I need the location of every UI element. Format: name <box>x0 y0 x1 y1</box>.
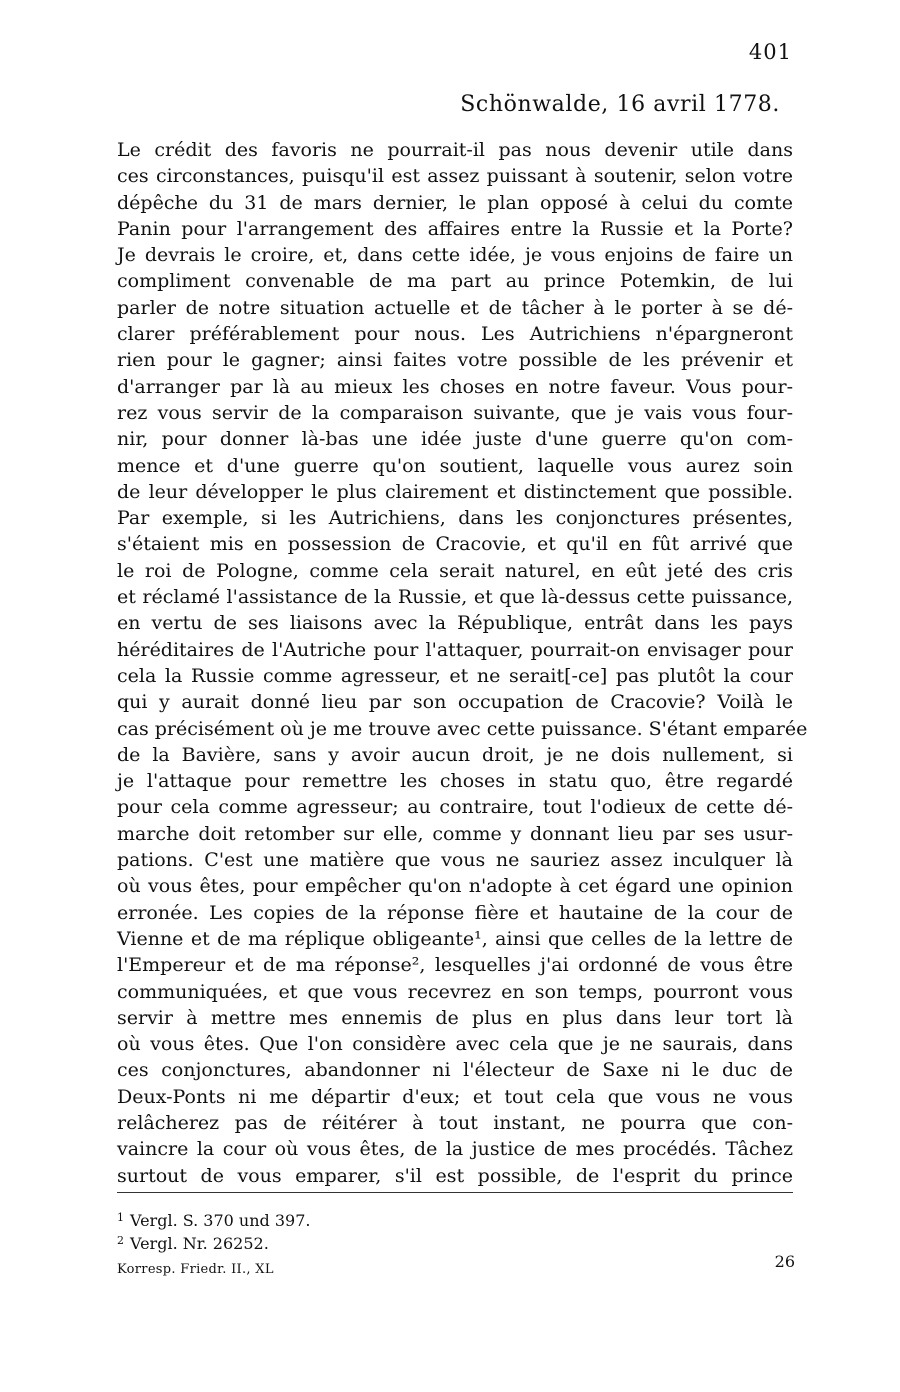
text-line: le roi de Pologne, comme cela serait naturel, en eût jeté des cris <box>117 559 793 582</box>
text-line: où vous êtes. Que l'on considère avec cela que je ne saurais, dans <box>117 1033 793 1056</box>
text-line: nir, pour donner là-bas une idée juste d'une guerre qu'on com- <box>117 428 793 451</box>
text-line: communiquées, et que vous recevrez en son temps, pourront vous <box>117 980 793 1003</box>
footnote-text: Vergl. Nr. 26252. <box>130 1234 269 1253</box>
text-line: Deux-Ponts ni me départir d'eux; et tout cela que vous ne vous <box>117 1085 793 1108</box>
text-line: surtout de vous emparer, s'il est possible, de l'esprit du prince <box>117 1164 793 1187</box>
text-line: ces conjonctures, abandonner ni l'électeur de Saxe ni le duc de <box>117 1059 793 1082</box>
text-line: Le crédit des favoris ne pourrait-il pas nous devenir utile dans <box>117 139 793 161</box>
letter-body <box>117 137 808 1189</box>
sheet-signature: Korresp. Friedr. II., XL <box>117 1262 274 1277</box>
text-line: compliment convenable de ma part au prince Potemkin, de lui <box>117 270 793 293</box>
text-line: servir à mettre mes ennemis de plus en plus dans leur tort là <box>117 1006 793 1029</box>
page-number: 401 <box>748 40 792 64</box>
text-line: relâcherez pas de réitérer à tout instant, ne pourra que con- <box>117 1111 793 1134</box>
text-line: clarer préférablement pour nous. Les Autrichiens n'épargneront <box>117 323 793 346</box>
text-line: et réclamé l'assistance de la Russie, et que là-dessus cette puissance, <box>117 586 793 609</box>
text-line: en vertu de ses liaisons avec la République, entrât dans les pays <box>117 612 793 635</box>
text-line: Vienne et de ma réplique obligeante¹, ainsi que celles de la lettre de <box>117 927 793 950</box>
text-line: dépêche du 31 de mars dernier, le plan opposé à celui du comte <box>117 191 793 214</box>
footnote <box>117 1229 793 1252</box>
text-line: de leur développer le plus clairement et distinctement que possible. <box>117 480 793 503</box>
text-line: l'Empereur et de ma réponse², lesquelles j'ai ordonné de vous être <box>117 954 793 977</box>
text-line: erronée. Les copies de la réponse fière et hautaine de la cour de <box>117 901 793 924</box>
footnote-mark: 1 <box>117 1211 124 1224</box>
text-line: mence et d'une guerre qu'on soutient, laquelle vous aurez soin <box>117 454 793 477</box>
text-line: Panin pour l'arrangement des affaires entre la Russie et la Porte? <box>117 217 793 240</box>
text-line: rez vous servir de la comparaison suivante, que je vais vous four- <box>117 401 793 424</box>
text-line: vaincre la cour où vous êtes, de la justice de mes procédés. Tâchez <box>117 1138 793 1161</box>
footnote-mark: 2 <box>117 1234 124 1247</box>
text-line: marche doit retomber sur elle, comme y donnant lieu par ses usur- <box>117 822 793 845</box>
text-line: ces circonstances, puisqu'il est assez puissant à soutenir, selon votre <box>117 165 793 188</box>
text-line: Par exemple, si les Autrichiens, dans les conjonctures présentes, <box>117 507 793 530</box>
footnote-text: Vergl. S. 370 und 397. <box>130 1211 311 1230</box>
text-line: pations. C'est une matière que vous ne sauriez assez inculquer là <box>117 849 793 872</box>
text-line: je l'attaque pour remettre les choses in statu quo, être regardé <box>117 770 793 793</box>
text-line: qui y aurait donné lieu par son occupation de Cracovie? Voilà le <box>117 691 793 714</box>
gathering-mark: 26 <box>774 1252 795 1271</box>
text-line: cela la Russie comme agresseur, et ne serait[-ce] pas plutôt la cour <box>117 664 793 687</box>
text-line: où vous êtes, pour empêcher qu'on n'adopte à cet égard une opinion <box>117 875 793 898</box>
text-line: s'étaient mis en possession de Cracovie, et qu'il en fût arrivé que <box>117 533 793 556</box>
text-line: Je devrais le croire, et, dans cette idée, je vous enjoins de faire un <box>117 244 793 267</box>
text-line: parler de notre situation actuelle et de tâcher à le porter à se dé- <box>117 296 793 319</box>
text-line: pour cela comme agresseur; au contraire, tout l'odieux de cette dé- <box>117 796 793 819</box>
text-line: cas précisément où je me trouve avec cette puissance. S'étant emparée <box>117 717 808 740</box>
text-line: d'arranger par là au mieux les choses en notre faveur. Vous pour- <box>117 375 793 398</box>
footnote-divider <box>117 1192 793 1193</box>
text-line: rien pour le gagner; ainsi faites votre possible de les prévenir et <box>117 349 793 372</box>
text-line: héréditaires de l'Autriche pour l'attaquer, pourrait-on envisager pour <box>117 638 793 661</box>
footnotes <box>117 1206 793 1252</box>
dateline: Schönwalde, 16 avril 1778. <box>460 92 780 117</box>
text-line: de la Bavière, sans y avoir aucun droit, je ne dois nullement, si <box>117 743 793 766</box>
footnote <box>117 1206 793 1229</box>
